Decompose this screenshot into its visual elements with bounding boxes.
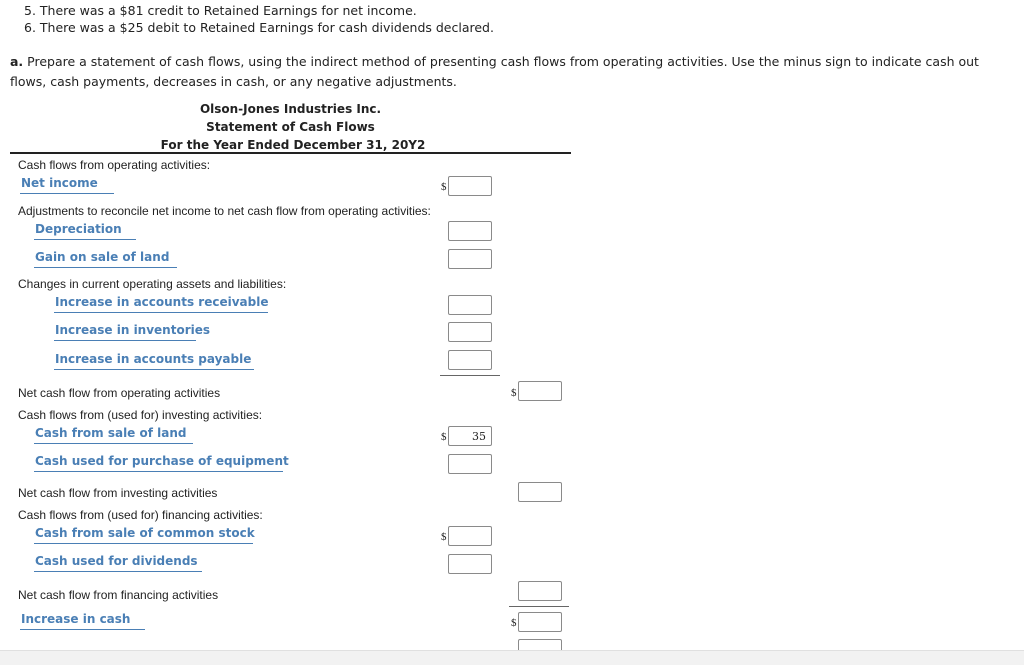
investing-heading: Cash flows from (used for) investing activities: [18,408,263,422]
dollar-sign: $ [511,387,517,399]
statement-period: For the Year Ended December 31, 20Y2 [160,138,426,152]
net-investing-label: Net cash flow from investing activities [18,486,218,500]
input-gain-on-sale[interactable] [448,249,492,269]
input-increase-inventories[interactable] [448,322,492,342]
select-increase-ap[interactable]: Increase in accounts payable [54,352,254,370]
changes-heading: Changes in current operating assets and liabilities: [18,277,287,291]
input-net-financing[interactable] [518,581,562,601]
select-cash-sale-land[interactable]: Cash from sale of land [34,426,193,444]
note-5: 5. There was a $81 credit to Retained Earnings for net income. [24,3,417,18]
adjustments-heading: Adjustments to reconcile net income to net cash flow from operating activities: [18,204,431,218]
input-net-operating[interactable] [518,381,562,401]
instruction-part-label: a. [10,54,24,69]
input-increase-ar[interactable] [448,295,492,315]
statement-title: Statement of Cash Flows [206,120,375,134]
net-financing-label: Net cash flow from financing activities [18,588,219,602]
select-cash-common-stock[interactable]: Cash from sale of common stock [34,526,253,544]
input-increase-cash[interactable] [518,612,562,632]
company-name: Olson-Jones Industries Inc. [199,102,382,116]
select-cash-purchase-equipment[interactable]: Cash used for purchase of equipment [34,454,283,472]
dollar-sign: $ [511,617,517,629]
dollar-sign: $ [441,531,447,543]
net-operating-label: Net cash flow from operating activities [18,386,221,400]
input-cash-sale-land[interactable]: 35 [448,426,492,446]
input-depreciation[interactable] [448,221,492,241]
select-increase-ar[interactable]: Increase in accounts receivable [54,295,268,313]
total-rule [509,606,569,607]
select-depreciation[interactable]: Depreciation [34,222,136,240]
financing-heading: Cash flows from (used for) financing activities: [18,508,263,522]
select-gain-on-sale[interactable]: Gain on sale of land [34,250,177,268]
subtotal-rule [440,375,500,376]
dollar-sign: $ [441,431,447,443]
select-net-income[interactable]: Net income [20,176,114,194]
select-cash-dividends[interactable]: Cash used for dividends [34,554,202,572]
select-increase-inventories[interactable]: Increase in inventories [54,323,196,341]
input-net-income[interactable] [448,176,492,196]
input-cash-purchase-equipment[interactable] [448,454,492,474]
header-rule [10,152,571,154]
input-net-investing[interactable] [518,482,562,502]
instruction-text: Prepare a statement of cash flows, using the indirect method of presenting cash flows from operating activities. Use the minus sign to indicate cash out flows, cash payments, decreases in cash, or any negative adjustments. [10,54,979,89]
note-6: 6. There was a $25 debit to Retained Earnings for cash dividends declared. [24,20,494,35]
dollar-sign: $ [441,181,447,193]
input-increase-ap[interactable] [448,350,492,370]
input-cash-dividends[interactable] [448,554,492,574]
instruction [10,52,1015,92]
operating-heading: Cash flows from operating activities: [18,158,211,172]
bottom-scroll-area [0,650,1024,665]
input-cash-common-stock[interactable] [448,526,492,546]
select-increase-cash[interactable]: Increase in cash [20,612,145,630]
